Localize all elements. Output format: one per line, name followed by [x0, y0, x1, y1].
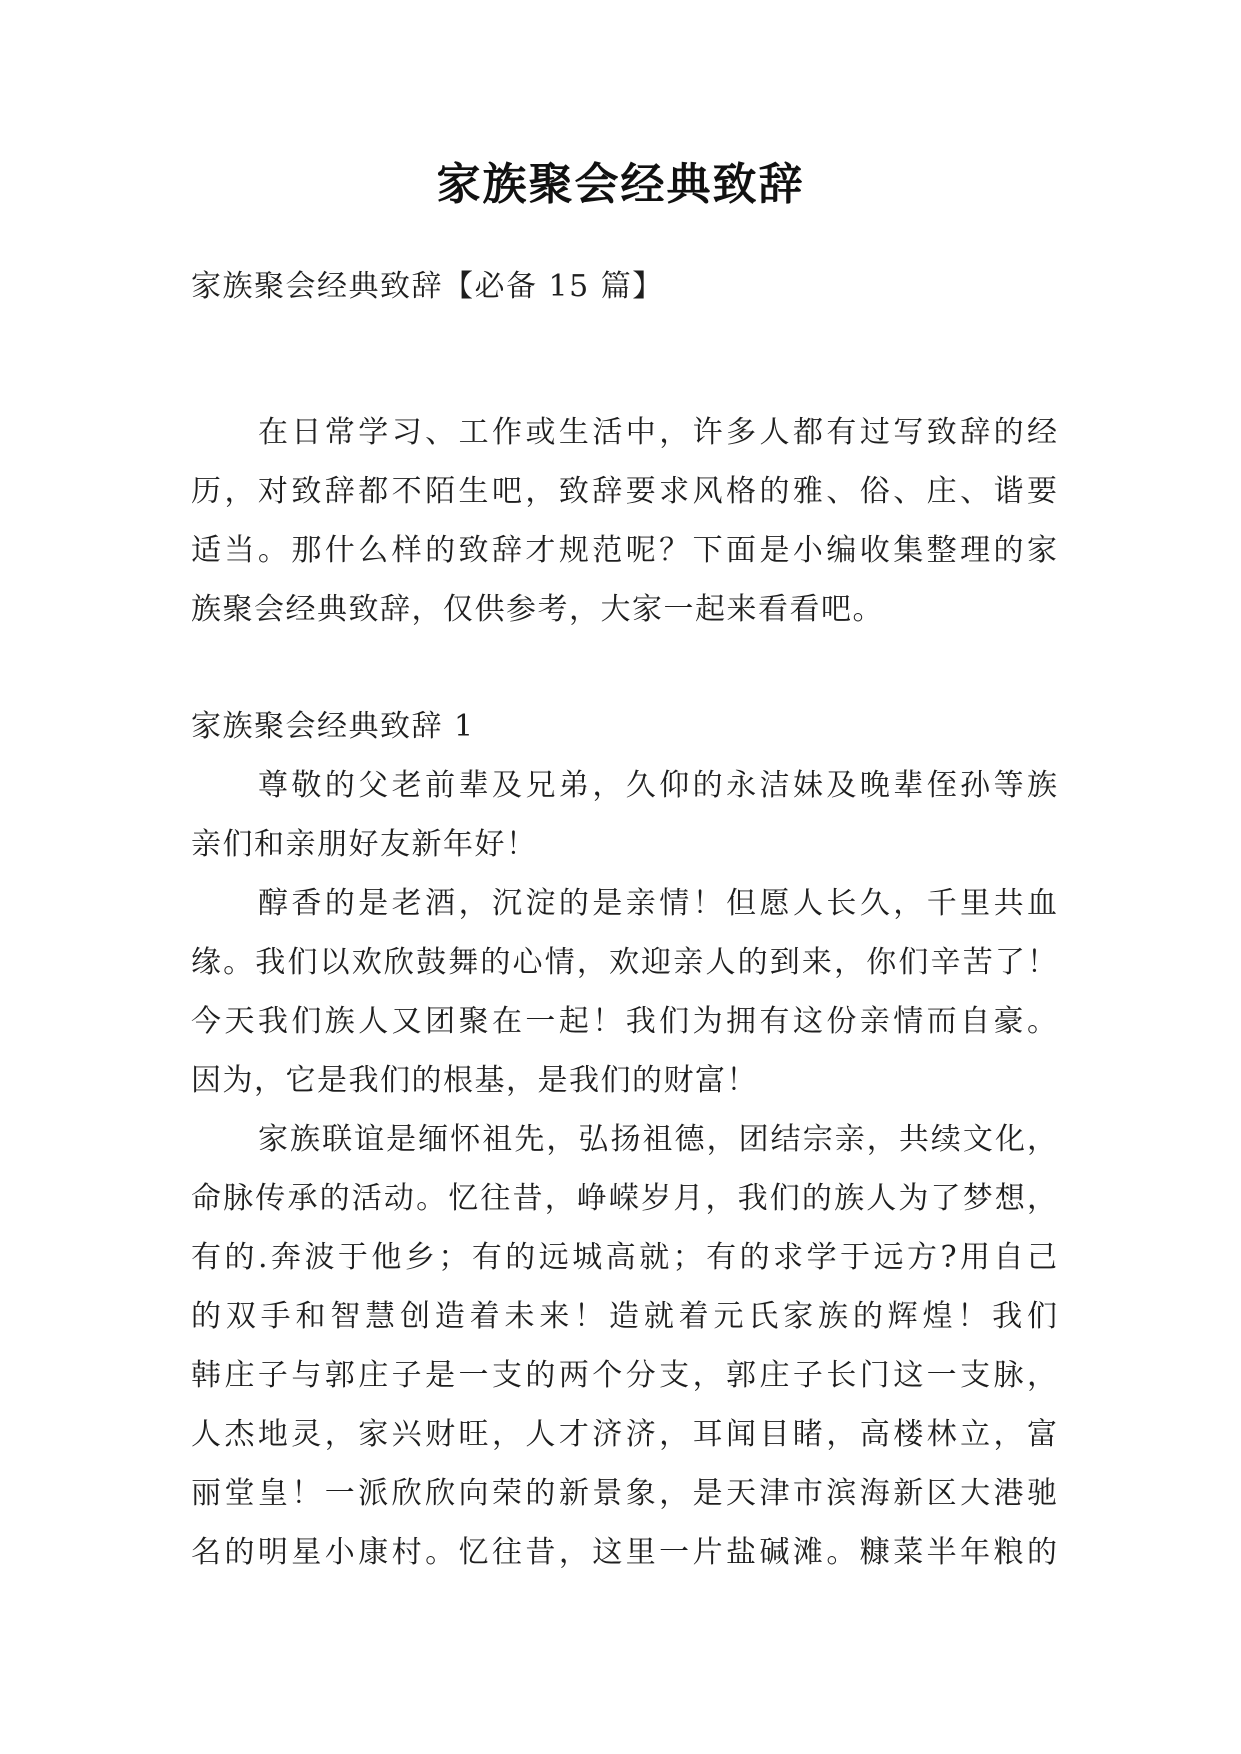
document-title: 家族聚会经典致辞	[436, 159, 805, 210]
paragraph-line: 名的明星小康村。忆往昔，这里一片盐碱滩。糠菜半年粮的	[191, 1535, 1057, 1570]
greeting-paragraph	[191, 756, 1057, 874]
paragraph-line: 命脉传承的活动。忆往昔，峥嵘岁月，我们的族人为了梦想，	[191, 1181, 1057, 1216]
paragraph-line: 醇香的是老酒，沉淀的是亲情！但愿人长久，千里共血	[258, 886, 1057, 921]
paragraph-line: 韩庄子与郭庄子是一支的两个分支，郭庄子长门这一支脉，	[191, 1358, 1057, 1393]
paragraph-line: 亲们和亲朋好友新年好！	[191, 827, 538, 862]
paragraph-line: 在日常学习、工作或生活中，许多人都有过写致辞的经	[258, 415, 1057, 450]
paragraph-line: 缘。我们以欢欣鼓舞的心情，欢迎亲人的到来，你们辛苦了！	[191, 945, 1057, 980]
section-heading: 家族聚会经典致辞 1	[191, 709, 475, 744]
document-body	[191, 257, 1057, 1582]
reunion-paragraph	[191, 874, 1057, 1110]
paragraph-line: 今天我们族人又团聚在一起！我们为拥有这份亲情而自豪。	[191, 1004, 1057, 1039]
paragraph-line: 适当。那什么样的致辞才规范呢？下面是小编收集整理的家	[191, 533, 1057, 568]
document-subtitle: 家族聚会经典致辞【必备 15 篇】	[191, 269, 664, 304]
paragraph-line: 尊敬的父老前辈及兄弟，久仰的永洁妹及晚辈侄孙等族	[258, 768, 1057, 803]
paragraph-line: 因为，它是我们的根基，是我们的财富！	[191, 1063, 758, 1098]
paragraph-line: 丽堂皇！一派欣欣向荣的新景象，是天津市滨海新区大港驰	[191, 1476, 1057, 1511]
paragraph-line: 历，对致辞都不陌生吧，致辞要求风格的雅、俗、庄、谐要	[191, 474, 1057, 509]
heritage-paragraph	[191, 1110, 1057, 1582]
paragraph-line: 的双手和智慧创造着未来！造就着元氏家族的辉煌！我们	[191, 1299, 1057, 1334]
paragraph-line: 人杰地灵，家兴财旺，人才济济，耳闻目睹，高楼林立，富	[191, 1417, 1057, 1452]
paragraph-line: 有的.奔波于他乡；有的远城高就；有的求学于远方?用自己	[191, 1240, 1057, 1275]
paragraph-line: 家族联谊是缅怀祖先，弘扬祖德，团结宗亲，共续文化，	[258, 1122, 1057, 1157]
paragraph-line: 族聚会经典致辞，仅供参考，大家一起来看看吧。	[191, 592, 884, 627]
intro-paragraph	[191, 403, 1057, 639]
